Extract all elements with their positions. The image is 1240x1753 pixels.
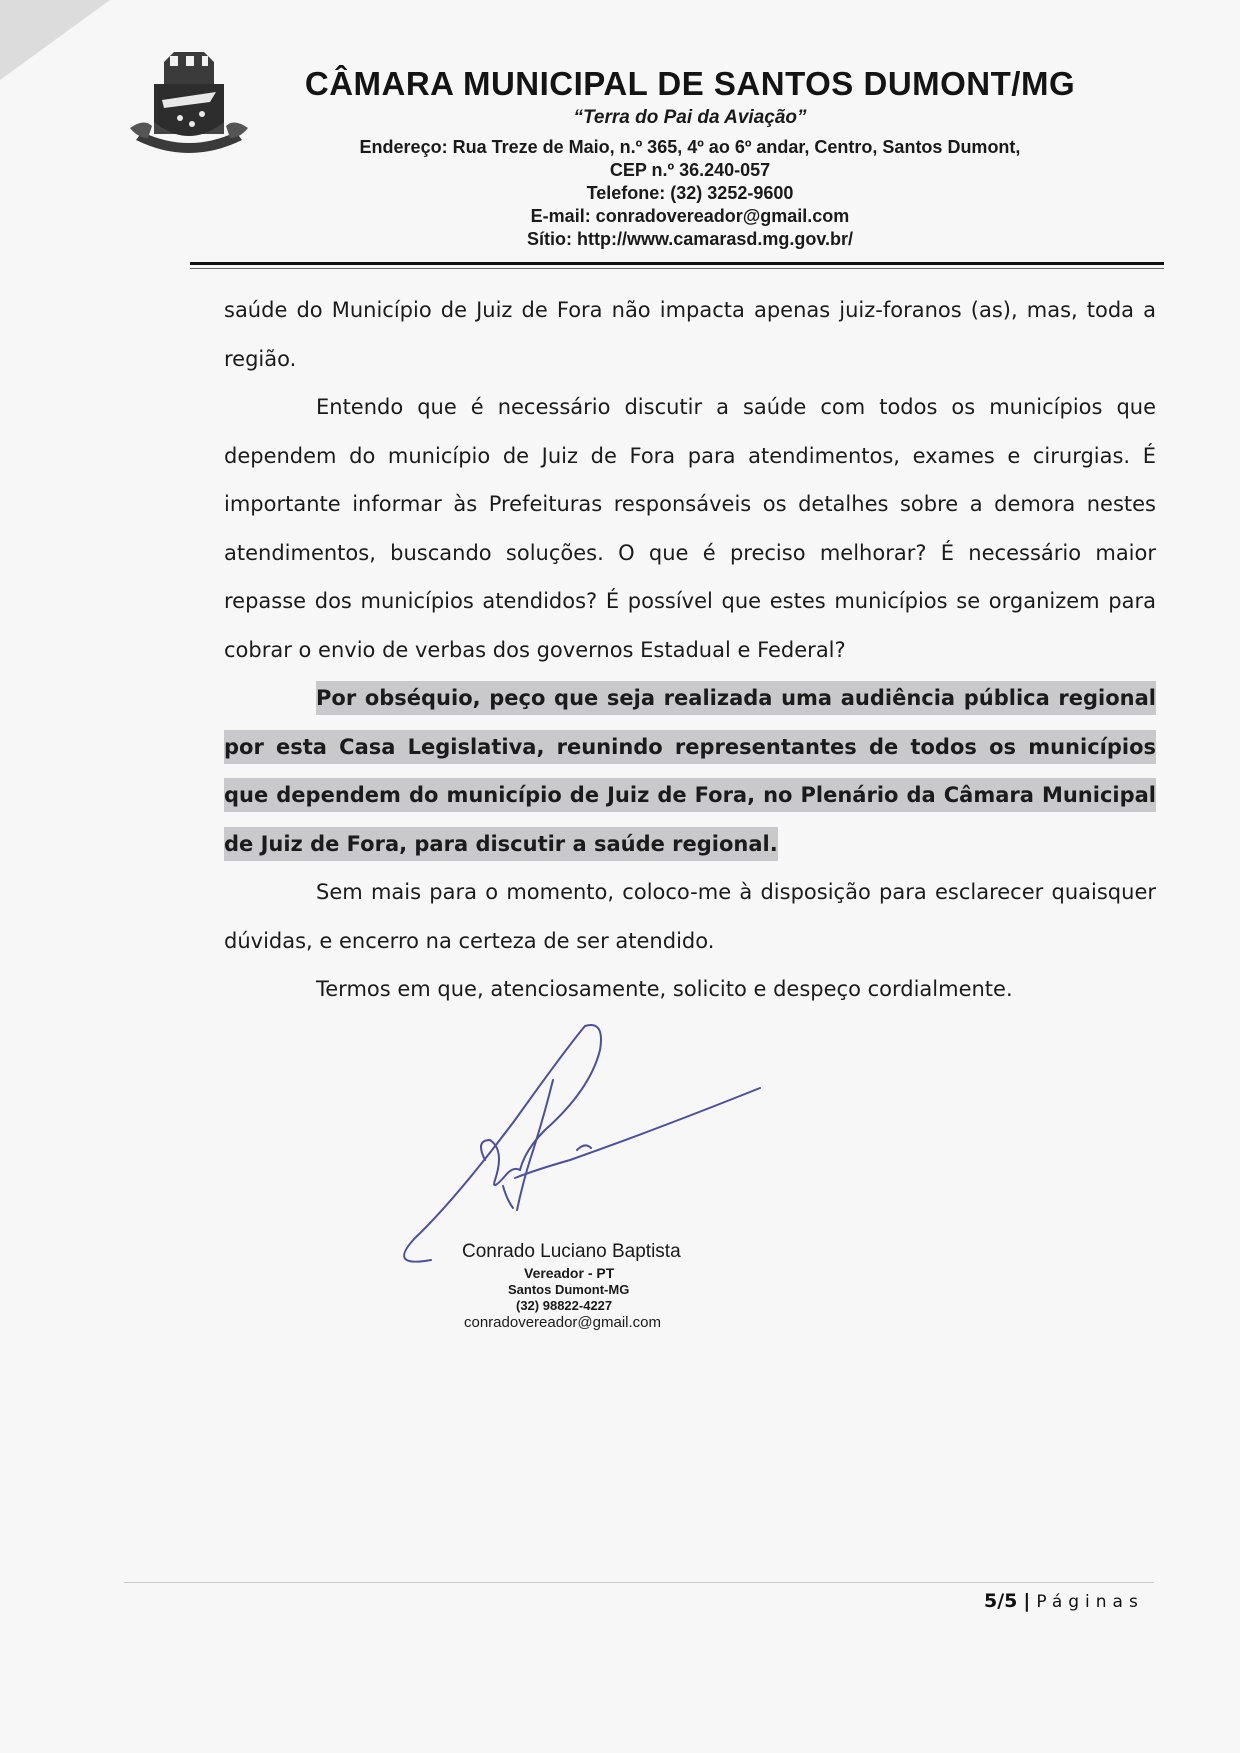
institution-title: CÂMARA MUNICIPAL DE SANTOS DUMONT/MG — [304, 65, 1076, 102]
paragraph-1: saúde do Município de Juiz de Fora não impacta apenas juiz-foranos (as), mas, toda a região. — [224, 298, 1156, 371]
signer-block — [440, 1240, 760, 1333]
highlighted-request: Por obséquio, peço que seja realizada uma audiência pública regional por esta Casa Legislativa, reunindo representantes de todos os municípios que dependem do município de Juiz de Fora, no Plenário da Câmara Municipal de Juiz de Fora, para discutir a saúde regional. — [224, 681, 1156, 861]
signer-city: Santos Dumont-MG — [508, 1282, 630, 1297]
paragraph-5: Termos em que, atenciosamente, solicito e despeço cordialmente. — [316, 977, 1013, 1001]
email-line: E-mail: conradovereador@gmail.com — [530, 206, 850, 226]
website-line: Sítio: http://www.camarasd.mg.gov.br/ — [526, 229, 854, 249]
municipal-coat-of-arms-icon — [124, 42, 254, 160]
address-line-2: CEP n.º 36.240-057 — [609, 160, 771, 180]
signer-phone: (32) 98822-4227 — [516, 1298, 613, 1313]
pages-label: Páginas — [1036, 1592, 1144, 1612]
letter-body — [224, 286, 1156, 1014]
address-line-1: Endereço: Rua Treze de Maio, n.º 365, 4º ao 6º andar, Centro, Santos Dumont, — [359, 137, 1021, 157]
paragraph-4: Sem mais para o momento, coloco-me à disposição para esclarecer quaisquer dúvidas, e encerro na certeza de ser atendido. — [224, 880, 1156, 953]
paragraph-2: Entendo que é necessário discutir a saúde com todos os municípios que dependem do município de Juiz de Fora para atendimentos, exames e cirurgias. É importante informar às Prefeituras responsáveis os detalhes sobre a demora nestes atendimentos, buscando soluções. O que é preciso melhorar? É necessário maior repasse dos municípios atendidos? É possível que estes municípios se organizem para cobrar o envio de verbas dos governos Estadual e Federal? — [224, 395, 1156, 662]
header-divider — [190, 262, 1164, 265]
signer-email: conradovereador@gmail.com — [464, 1314, 661, 1331]
page-indicator — [984, 1590, 1144, 1612]
header-divider-thin — [190, 268, 1164, 269]
page-number: 5/5 — [984, 1590, 1018, 1612]
folded-corner — [0, 0, 110, 80]
signer-name: Conrado Luciano Baptista — [462, 1241, 681, 1262]
letterhead — [300, 64, 1080, 251]
phone-line: Telefone: (32) 3252-9600 — [586, 183, 794, 203]
footer-divider — [124, 1582, 1154, 1583]
page-separator: | — [1023, 1590, 1031, 1612]
signer-role: Vereador - PT — [524, 1265, 615, 1281]
institution-motto: “Terra do Pai da Aviação” — [573, 107, 807, 128]
paragraph-3 — [224, 674, 1156, 868]
